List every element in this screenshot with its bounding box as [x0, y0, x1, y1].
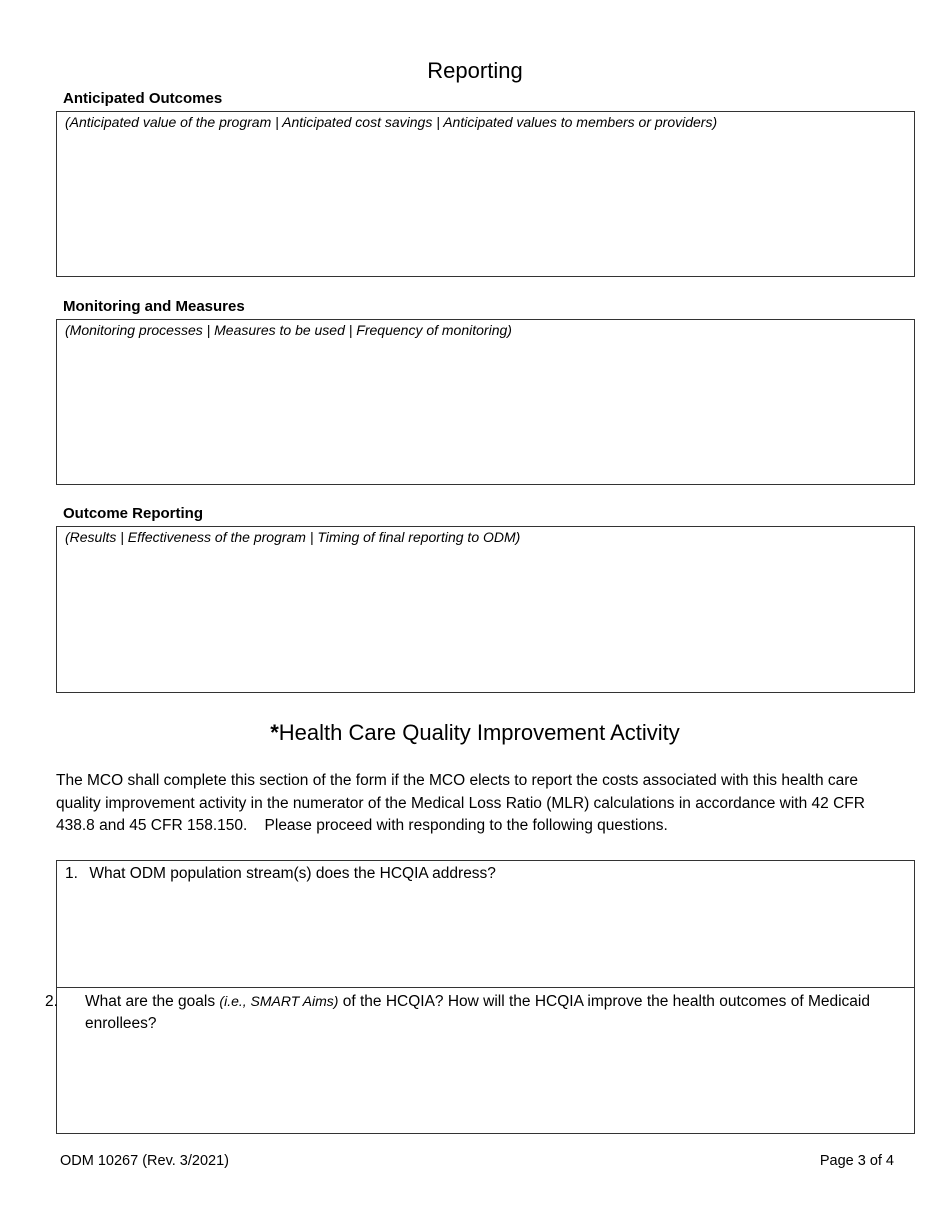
outcome-reporting-hint: (Results | Effectiveness of the program | Timing of final reporting to ODM): [65, 529, 521, 545]
questions-table: [45, 860, 915, 1134]
monitoring-measures-hint: (Monitoring processes | Measures to be used | Frequency of monitoring): [65, 322, 512, 338]
section-label-monitoring-measures: Monitoring and Measures: [63, 298, 245, 315]
question-1-number: 1.: [65, 865, 78, 882]
section-label-outcome-reporting: Outcome Reporting: [63, 505, 204, 522]
question-2: [45, 990, 895, 1035]
question-1-text: What ODM population stream(s) does the HCQIA address?: [89, 865, 496, 882]
required-asterisk: *: [270, 720, 279, 745]
hcqia-title-text: Health Care Quality Improvement Activity: [278, 720, 680, 745]
page-title: Reporting: [427, 58, 523, 83]
anticipated-outcomes-field[interactable]: [56, 111, 915, 277]
question-2-text-italic: (i.e., SMART Aims): [219, 993, 339, 1009]
section-label-anticipated-outcomes: Anticipated Outcomes: [63, 90, 223, 107]
hcqia-intro: The MCO shall complete this section of the form if the MCO elects to report the costs associated with this health care quality improvement activity in the numerator of the Medical Loss Ratio (MLR) calculations in accordance with 42 CFR 438.8 and 45 CFR 158.150. Please proceed with responding to the following questions.: [56, 772, 870, 834]
question-row-1[interactable]: [57, 861, 914, 988]
outcome-reporting-field[interactable]: [56, 526, 915, 693]
question-2-number: 2.: [45, 993, 58, 1010]
question-row-2[interactable]: [45, 988, 914, 1133]
page-number: Page 3 of 4: [819, 1153, 894, 1169]
question-2-text-before: What are the goals: [85, 993, 220, 1010]
question-1: [65, 863, 895, 885]
question-2-text-after: of the HCQIA? How will the HCQIA improve the health outcomes of Medicaid enrollees?: [85, 993, 870, 1032]
anticipated-outcomes-hint: (Anticipated value of the program | Anticipated cost savings | Anticipated values to members or providers): [65, 114, 718, 130]
hcqia-title: [0, 720, 950, 746]
form-id: ODM 10267 (Rev. 3/2021): [60, 1153, 229, 1169]
monitoring-measures-field[interactable]: [56, 319, 915, 485]
